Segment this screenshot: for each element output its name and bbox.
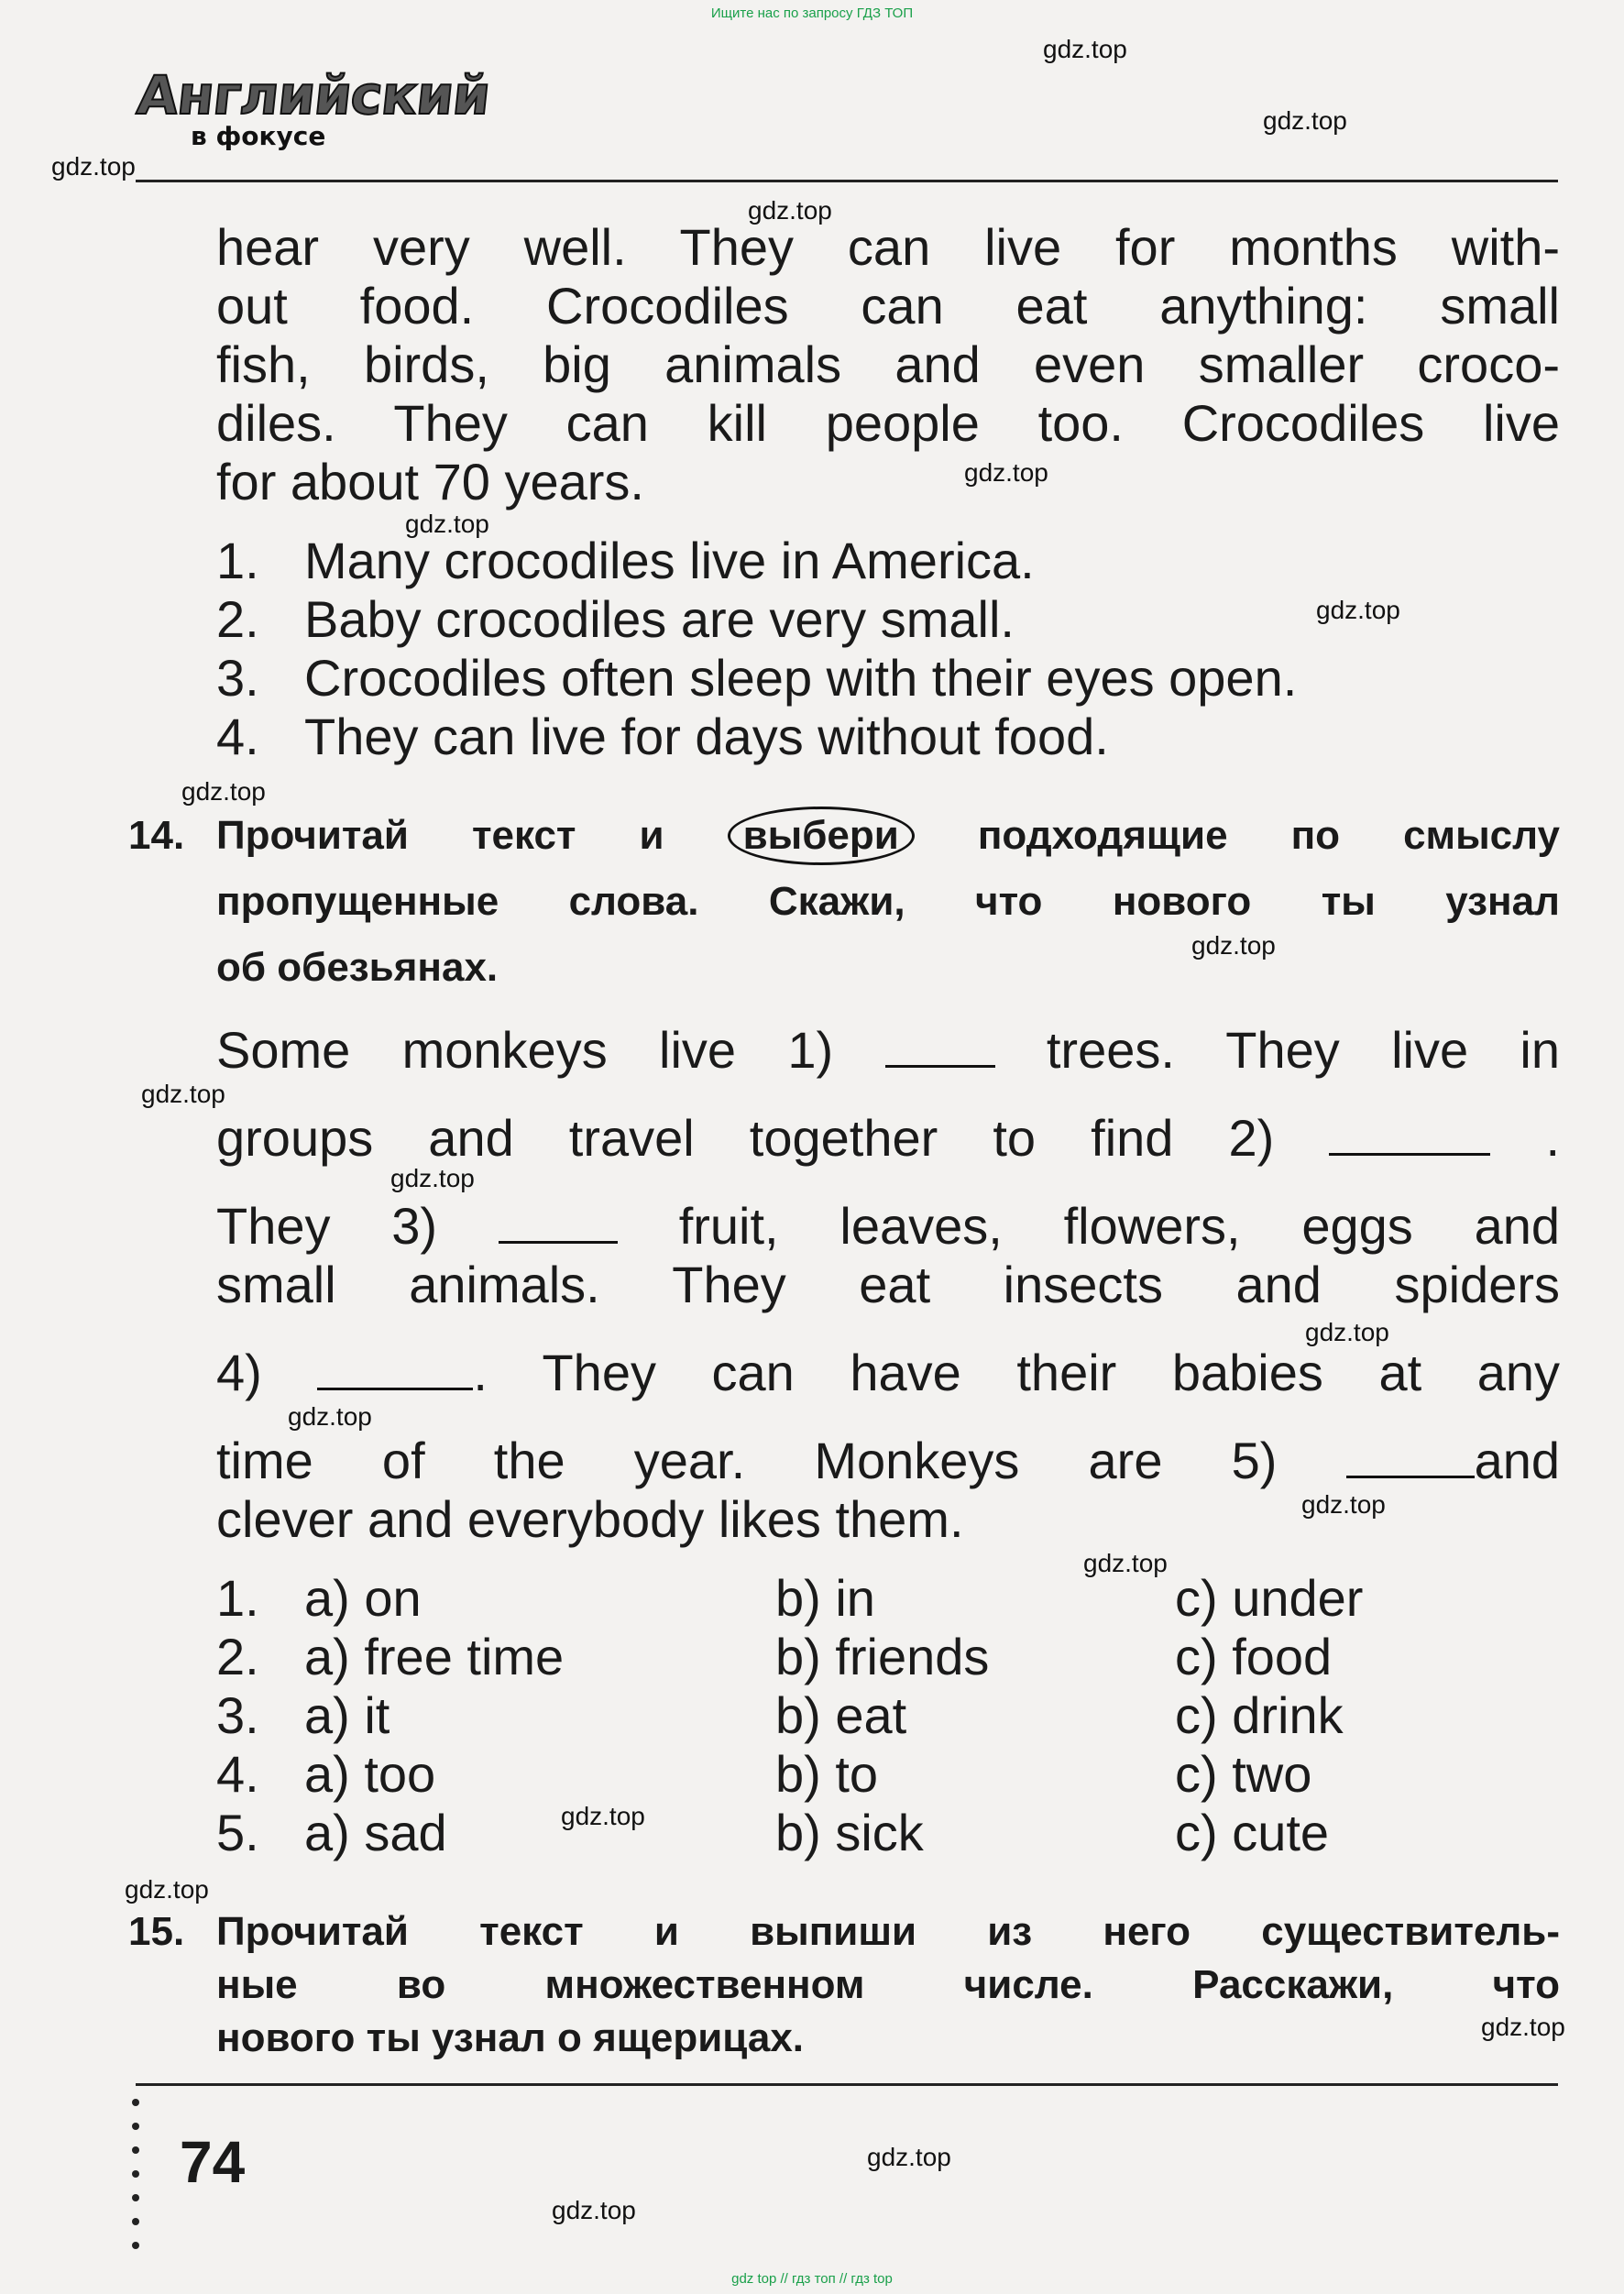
top-banner: Ищите нас по запросу ГДЗ ТОП: [710, 5, 914, 21]
watermark: gdz.top: [1316, 596, 1400, 624]
monkey-text-line: groups and travel together to find 2) .: [216, 1109, 1560, 1167]
statement-text: Baby crocodiles are very small.: [304, 590, 1015, 648]
option-a[interactable]: a) it: [304, 1686, 390, 1744]
watermark: gdz.top: [1305, 1318, 1389, 1346]
statement-text: They can live for days without food.: [304, 708, 1109, 765]
monkey-text-line: Some monkeys live 1) trees. They live in: [216, 1021, 1561, 1079]
monkey-text-line: small animals. They eat insects and spiders: [216, 1256, 1560, 1313]
crocodile-text-line: diles. They can kill people too. Crocodiles live: [216, 394, 1560, 452]
bottom-banner: gdz top // гдз топ // гдз top: [731, 2271, 893, 2287]
option-a[interactable]: a) on: [304, 1569, 422, 1627]
option-row: [216, 1686, 1560, 1745]
answer-blank-2[interactable]: [1329, 1114, 1490, 1156]
option-number: 1.: [216, 1569, 259, 1627]
statement-number: 3.: [216, 649, 259, 707]
answer-blank-5[interactable]: [1346, 1437, 1475, 1478]
monkey-text-line: time of the year. Monkeys are 5) and: [216, 1432, 1561, 1489]
task-15-number: 15.: [128, 1909, 185, 1954]
watermark: gdz.top: [964, 458, 1048, 487]
option-b[interactable]: b) eat: [775, 1686, 907, 1744]
answer-blank-1[interactable]: [885, 1026, 995, 1068]
watermark: gdz.top: [405, 510, 489, 538]
option-row: [216, 1569, 1560, 1628]
watermark: gdz.top: [552, 2196, 636, 2224]
option-number: 2.: [216, 1628, 259, 1685]
option-c[interactable]: c) cute: [1175, 1804, 1330, 1861]
option-b[interactable]: b) friends: [775, 1628, 990, 1685]
option-a[interactable]: a) sad: [304, 1804, 447, 1861]
watermark: gdz.top: [1481, 2013, 1565, 2041]
option-number: 4.: [216, 1745, 259, 1803]
statement-number: 1.: [216, 532, 259, 589]
watermark: gdz.top: [1083, 1549, 1168, 1577]
option-c[interactable]: c) food: [1175, 1628, 1333, 1685]
option-b[interactable]: b) sick: [775, 1804, 924, 1861]
watermark: gdz.top: [141, 1080, 225, 1108]
statement-text: Many crocodiles live in America.: [304, 532, 1035, 589]
watermark: gdz.top: [125, 1875, 209, 1904]
watermark: gdz.top: [1263, 106, 1347, 135]
watermark: gdz.top: [51, 152, 136, 181]
option-b[interactable]: b) in: [775, 1569, 875, 1627]
watermark: gdz.top: [748, 196, 832, 225]
monkey-text-line: 4) . They can have their babies at any: [216, 1344, 1560, 1401]
option-row: [216, 1804, 1560, 1862]
option-a[interactable]: a) too: [304, 1745, 436, 1803]
task-14-instruction-line: [216, 803, 1560, 869]
book-logo: [134, 64, 493, 156]
statement-item: [216, 708, 1109, 766]
crocodile-text-line: for about 70 years.: [216, 453, 644, 510]
crocodile-text-line: hear very well. They can live for months with-: [216, 218, 1560, 276]
task-15-instruction-line: Прочитай текст и выпиши из него существитель-: [216, 1909, 1560, 1954]
statement-text: Crocodiles often sleep with their eyes open.: [304, 649, 1298, 707]
statement-number: 4.: [216, 708, 259, 765]
statement-item: [216, 532, 1035, 590]
page-number: 74: [180, 2129, 246, 2195]
circled-word: выбери: [728, 807, 915, 865]
monkey-text-line: They 3) fruit, leaves, flowers, eggs and: [216, 1197, 1560, 1255]
margin-dots: [132, 2099, 141, 2282]
watermark: gdz.top: [867, 2143, 951, 2171]
task-14-text: Прочитай текст и: [216, 813, 664, 858]
footer-rule: [136, 2083, 1558, 2086]
option-c[interactable]: c) under: [1175, 1569, 1364, 1627]
watermark: gdz.top: [390, 1164, 475, 1192]
watermark: gdz.top: [1191, 931, 1276, 960]
watermark: gdz.top: [1043, 35, 1127, 63]
statement-item: [216, 649, 1297, 708]
answer-blank-4[interactable]: [317, 1349, 473, 1390]
task-15-instruction-line: нового ты узнал о ящерицах.: [216, 2015, 805, 2060]
logo-subtitle: в фокусе: [191, 121, 326, 151]
option-c[interactable]: c) two: [1175, 1745, 1312, 1803]
option-a[interactable]: a) free time: [304, 1628, 565, 1685]
crocodile-text-line: out food. Crocodiles can eat anything: small: [216, 277, 1560, 335]
option-row: [216, 1628, 1560, 1686]
watermark: gdz.top: [1301, 1490, 1386, 1519]
task-14-number: 14.: [128, 813, 185, 858]
monkey-text-line: clever and everybody likes them.: [216, 1490, 964, 1548]
task-14-instruction-line: пропущенные слова. Скажи, что нового ты узнал: [216, 879, 1560, 924]
watermark: gdz.top: [561, 1802, 645, 1830]
option-c[interactable]: c) drink: [1175, 1686, 1344, 1744]
task-15-instruction-line: ные во множественном числе. Расскажи, что: [216, 1962, 1560, 2007]
task-14-instruction-line: об обезьянах.: [216, 945, 499, 990]
option-b[interactable]: b) to: [775, 1745, 879, 1803]
task-14-text: подходящие по смыслу: [977, 813, 1560, 858]
logo-title: Английский: [134, 64, 493, 126]
watermark: gdz.top: [288, 1402, 372, 1431]
option-row: [216, 1745, 1560, 1804]
answer-blank-3[interactable]: [499, 1202, 618, 1244]
crocodile-text-line: fish, birds, big animals and even smaller croco-: [216, 335, 1560, 393]
watermark: gdz.top: [181, 777, 266, 806]
statement-number: 2.: [216, 590, 259, 648]
option-number: 5.: [216, 1804, 259, 1861]
statement-item: [216, 590, 1015, 649]
header-rule: [136, 180, 1558, 182]
option-number: 3.: [216, 1686, 259, 1744]
